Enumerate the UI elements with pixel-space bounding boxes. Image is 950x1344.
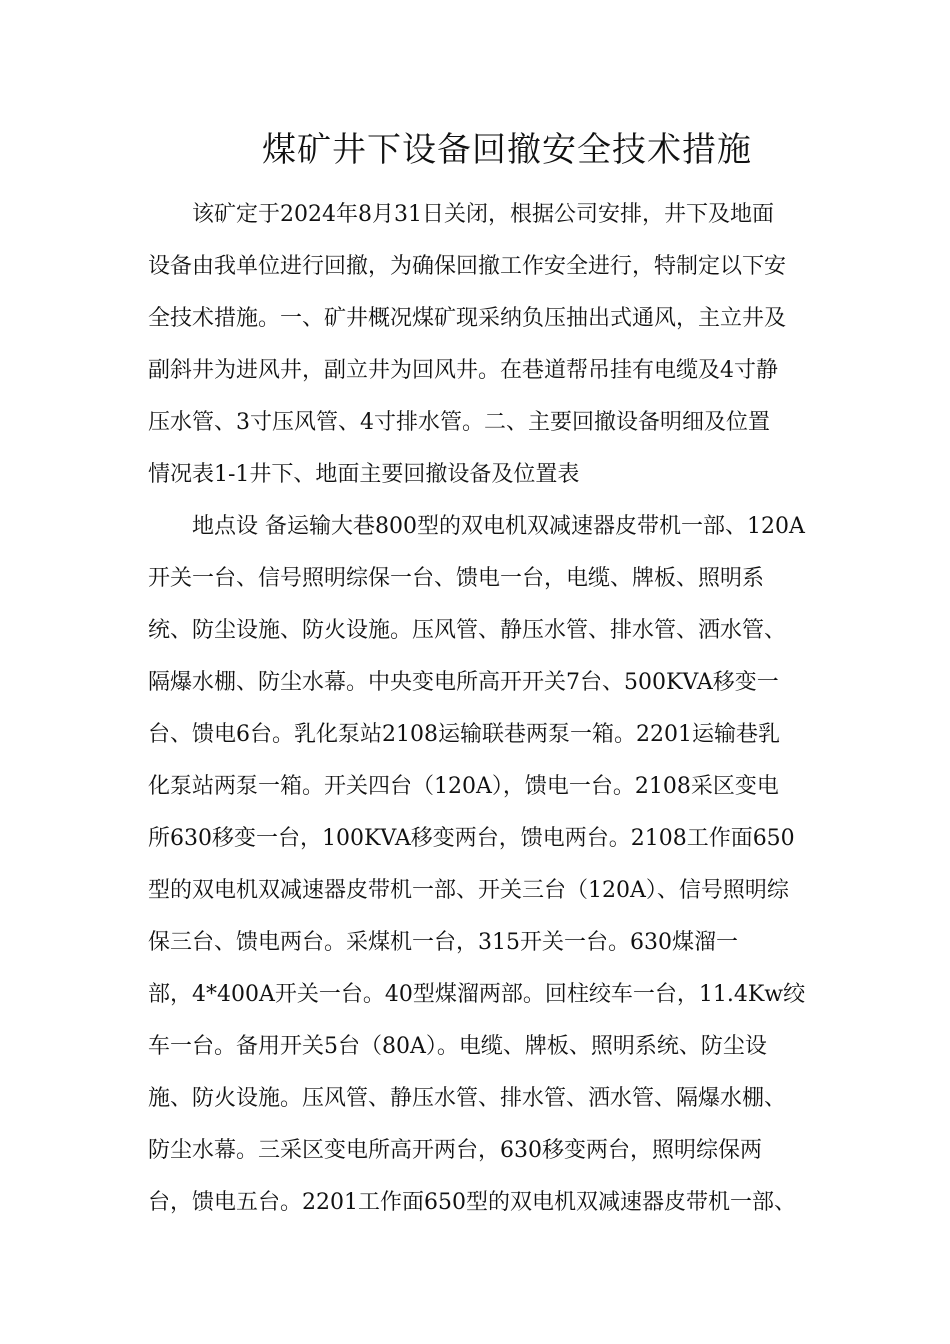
paragraph-line: 副斜井为进风井，副立井为回风井。在巷道帮吊挂有电缆及4寸静: [148, 358, 778, 383]
paragraph-line: 化泵站两泵一箱。开关四台（120A），馈电一台。2108采区变电: [148, 774, 779, 799]
paragraph-line: 车一台。备用开关5台（80A）。电缆、牌板、照明系统、防尘设: [148, 1034, 767, 1059]
paragraph-line: 全技术措施。一、矿井概况煤矿现采纳负压抽出式通风，主立井及: [148, 306, 787, 331]
paragraph-line: 保三台、馈电两台。采煤机一台，315开关一台。630煤溜一: [148, 930, 738, 955]
paragraph-line: 台、馈电6台。乳化泵站2108运输联巷两泵一箱。2201运输巷乳: [148, 722, 780, 747]
paragraph-line: 防尘水幕。三采区变电所高开两台，630移变两台，照明综保两: [148, 1138, 762, 1163]
document-title: 煤矿井下设备回撤安全技术措施: [262, 130, 752, 170]
paragraph-line: 部，4*400A开关一台。40型煤溜两部。回柱绞车一台，11.4Kw绞: [148, 982, 806, 1007]
paragraph-line: 施、防火设施。压风管、静压水管、排水管、洒水管、隔爆水棚、: [148, 1086, 787, 1111]
paragraph-line: 设备由我单位进行回撤，为确保回撤工作安全进行，特制定以下安: [148, 254, 787, 279]
paragraph-line: 地点设 备运输大巷800型的双电机双减速器皮带机一部、120A: [192, 514, 805, 539]
paragraph-line: 情况表1-1井下、地面主要回撤设备及位置表: [148, 462, 580, 487]
paragraph-line: 压水管、3寸压风管、4寸排水管。二、主要回撤设备明细及位置: [148, 410, 770, 435]
paragraph-line: 开关一台、信号照明综保一台、馈电一台，电缆、牌板、照明系: [148, 566, 765, 591]
paragraph-line: 型的双电机双减速器皮带机一部、开关三台（120A）、信号照明综: [148, 878, 789, 903]
paragraph-line: 统、防尘设施、防火设施。压风管、静压水管、排水管、洒水管、: [148, 618, 787, 643]
paragraph-line: 台，馈电五台。2201工作面650型的双电机双减速器皮带机一部、: [148, 1190, 796, 1215]
paragraph-line: 所630移变一台，100KVA移变两台，馈电两台。2108工作面650: [148, 826, 795, 851]
paragraph-line: 该矿定于2024年8月31日关闭，根据公司安排，井下及地面: [192, 202, 774, 227]
paragraph-line: 隔爆水棚、防尘水幕。中央变电所高开开关7台、500KVA移变一: [148, 670, 779, 695]
